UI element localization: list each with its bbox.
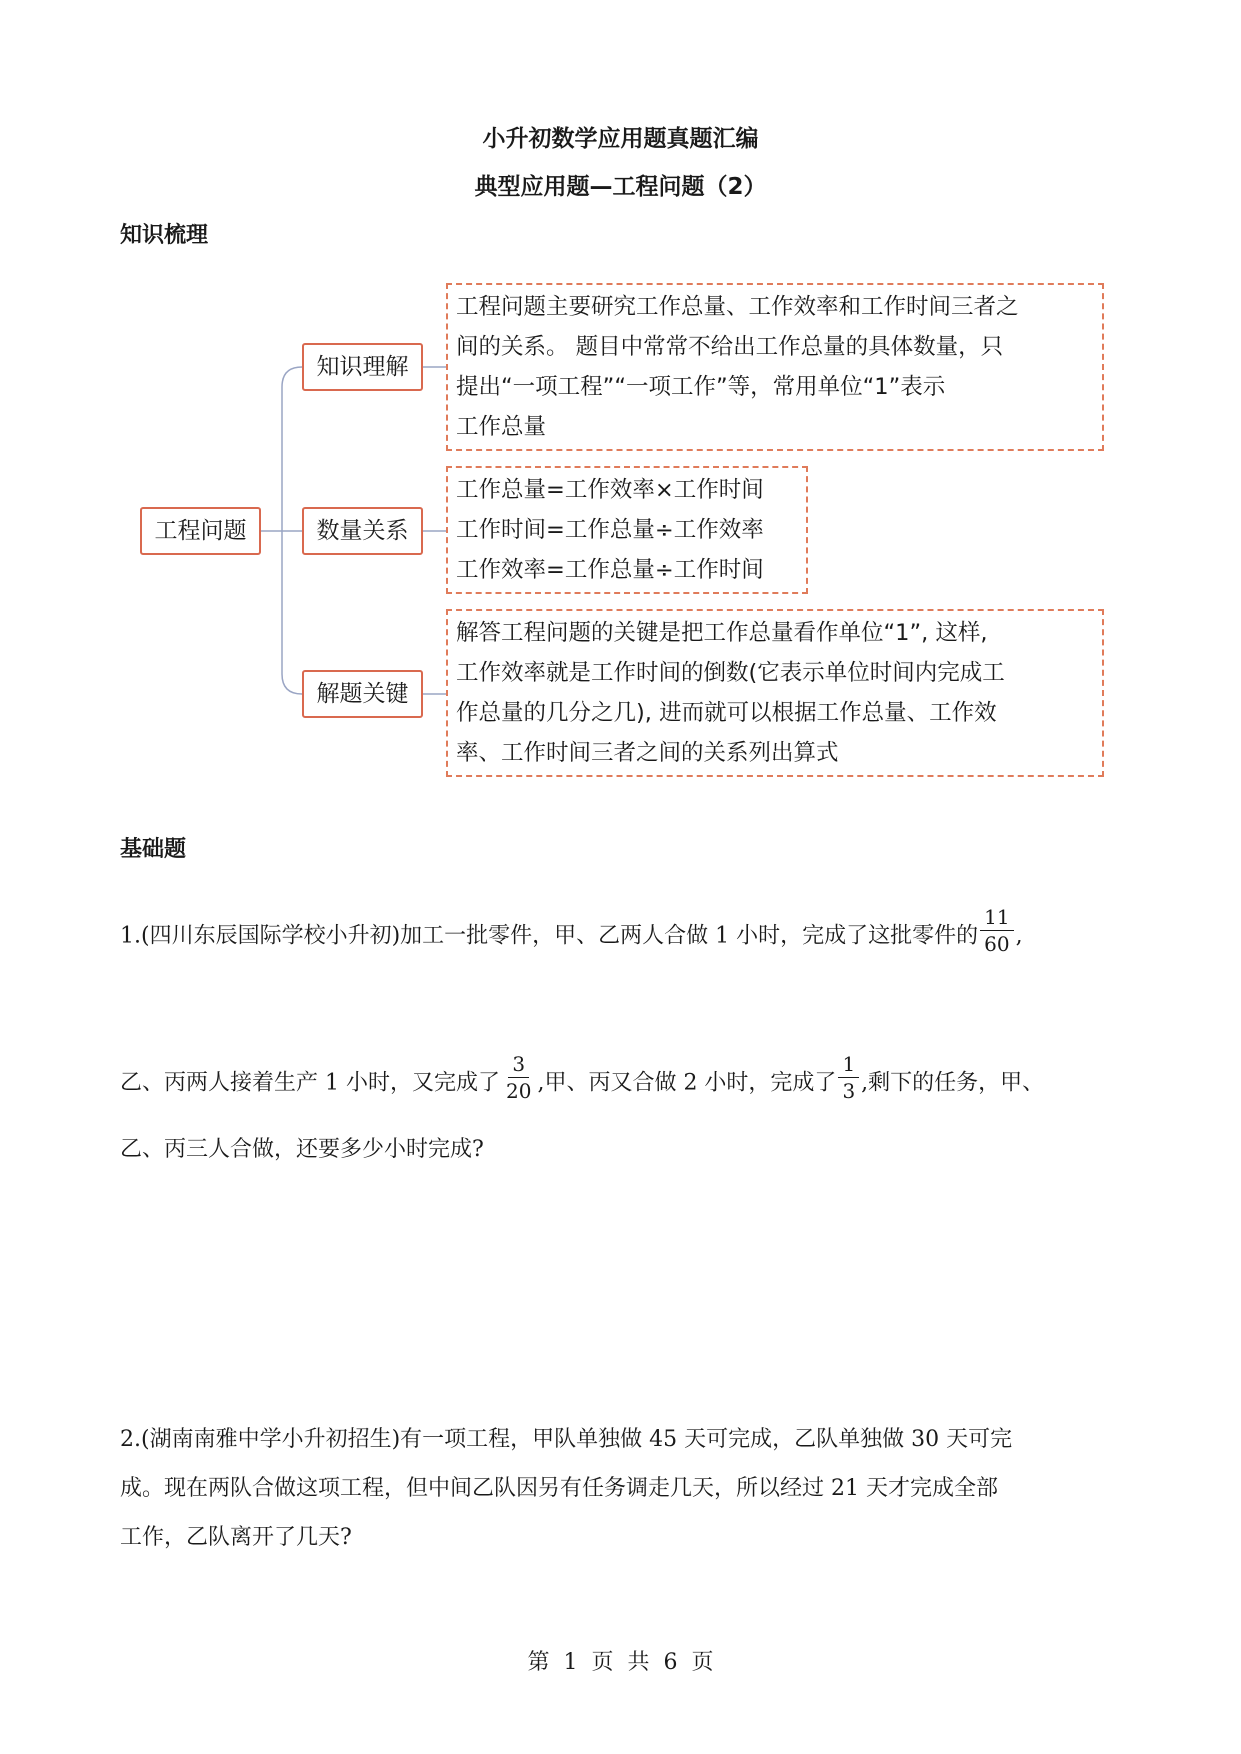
fraction-11-60: $\frac{11}{60}$ xyxy=(980,904,1013,957)
page-number: 第 1 页 共 6 页 xyxy=(527,1650,714,1675)
desc-line: 间的关系。 题目中常常不给出工作总量的具体数量，只 xyxy=(456,334,1004,360)
document-title: 小升初数学应用题真题汇编 xyxy=(482,126,759,152)
desc-line: 工作时间=工作总量÷工作效率 xyxy=(456,517,764,543)
mindmap-node-relations: 数量关系 xyxy=(302,507,423,555)
question-1-line-2: 乙、丙两人接着生产 1 小时，又完成了 $\frac{3}{20}$ ,甲、丙又合做 2 小时，完成了 $\frac{1}{3}$ ,剩下的任务，甲、 xyxy=(120,1052,1045,1103)
question-text: 乙、丙两人接着生产 1 小时，又完成了 xyxy=(120,1070,500,1096)
fraction-1-3: $\frac{1}{3}$ xyxy=(838,1051,859,1104)
desc-line: 工作总量=工作效率×工作时间 xyxy=(456,477,764,503)
mindmap-root-node: 工程问题 xyxy=(140,507,261,555)
desc-line: 工作效率=工作总量÷工作时间 xyxy=(456,557,764,583)
fraction-3-20: $\frac{3}{20}$ xyxy=(506,1052,532,1103)
desc-line: 作总量的几分之几), 进而就可以根据工作总量、工作效 xyxy=(456,700,997,726)
mindmap-node-key: 解题关键 xyxy=(302,670,423,718)
desc-line: 提出“一项工程”“一项工作”等，常用单位“1”表示 xyxy=(456,374,946,400)
desc-line: 工作效率就是工作时间的倒数(它表示单位时间内完成工 xyxy=(456,660,1005,686)
section-heading-knowledge: 知识梳理 xyxy=(120,223,209,248)
section-heading-basic: 基础题 xyxy=(120,837,187,862)
question-2-line-3: 工作，乙队离开了几天? xyxy=(120,1525,352,1550)
question-2-line-1: 2.(湖南南雅中学小升初招生)有一项工程，甲队单独做 45 天可完成，乙队单独做 30 天可完 xyxy=(120,1427,1013,1452)
question-text: 1.(四川东辰国际学校小升初)加工一批零件，甲、乙两人合做 1 小时，完成了这批零件的 xyxy=(120,923,979,949)
document-subtitle: 典型应用题—工程问题（2） xyxy=(474,174,767,200)
mindmap-desc-key xyxy=(446,609,1104,777)
desc-line: 解答工程问题的关键是把工作总量看作单位“1”, 这样, xyxy=(456,620,988,646)
question-2-line-2: 成。现在两队合做这项工程，但中间乙队因另有任务调走几天，所以经过 21 天才完成全部 xyxy=(120,1476,998,1501)
desc-line: 工程问题主要研究工作总量、工作效率和工作时间三者之 xyxy=(456,294,1019,320)
mindmap-node-understanding: 知识理解 xyxy=(302,343,423,391)
question-1-line-3: 乙、丙三人合做，还要多少小时完成? xyxy=(120,1137,484,1162)
mindmap-desc-relations xyxy=(446,466,808,594)
mindmap-desc-understanding xyxy=(446,283,1104,451)
desc-line: 工作总量 xyxy=(456,414,547,440)
question-1-line-1: 1.(四川东辰国际学校小升初)加工一批零件，甲、乙两人合做 1 小时，完成了这批零件的 $\frac{11}{60}$ , xyxy=(120,905,1023,956)
desc-line: 率、工作时间三者之间的关系列出算式 xyxy=(456,740,839,766)
